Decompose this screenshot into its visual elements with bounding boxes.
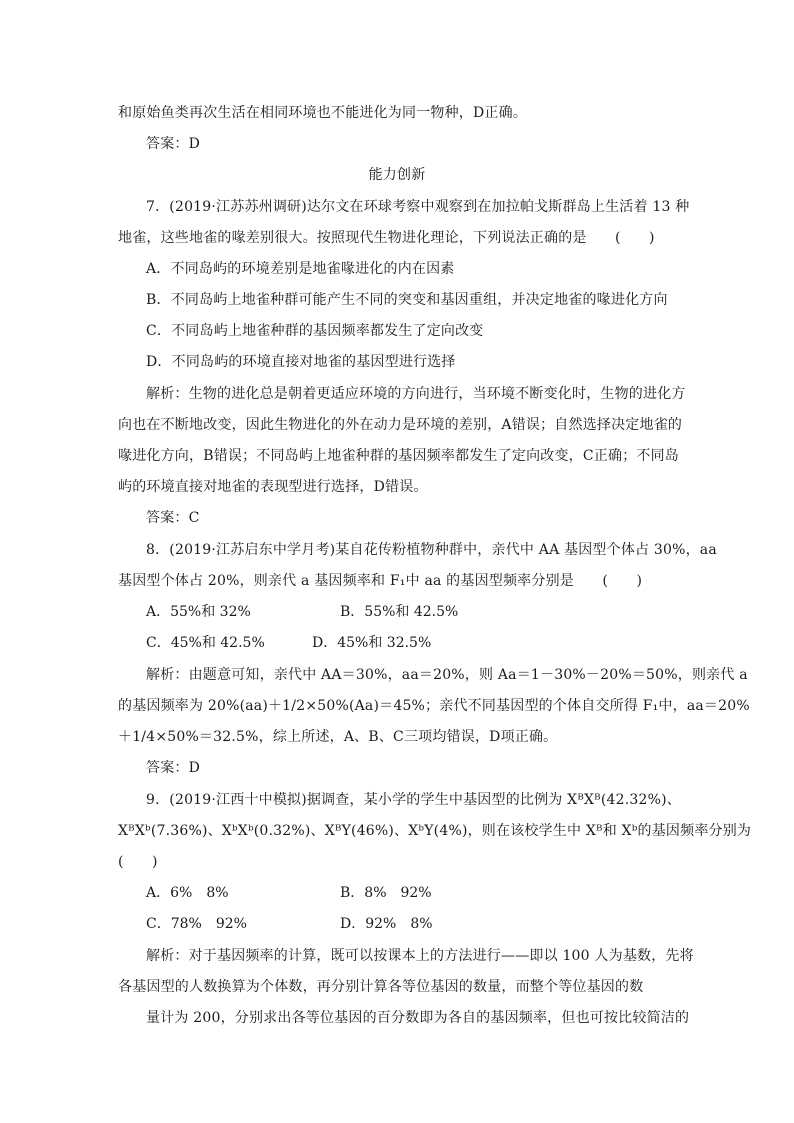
analysis-line: 解析：生物的进化总是朝着更适应环境的方向进行，当环境不断变化时，生物的进化方 <box>146 386 686 402</box>
analysis-line: 量计为 200，分别求出各等位基因的百分数即为各自的基因频率，但也可按比较简洁的 <box>146 1010 690 1026</box>
question-9-option-b: B．8% 92% <box>340 885 432 901</box>
question-9-option-c: C．78% 92% <box>146 916 247 932</box>
answer-line: 答案：D <box>146 760 201 776</box>
analysis-line: 喙进化方向，B错误；不同岛屿上地雀种群的基因频率都发生了定向改变，C正确；不同岛 <box>118 448 679 464</box>
analysis-line: 向也在不断地改变，因此生物进化的外在动力是环境的差别，A错误；自然选择决定地雀的 <box>118 417 683 433</box>
analysis-line: 解析：由题意可知，亲代中 AA＝30%，aa＝20%，则 Aa＝1－30%－20%＝50%，则亲代 a <box>146 667 748 683</box>
question-9-stem: 9．(2019·江西十中模拟)据调查，某小学的学生中基因型的比例为 XᴮXᴮ(42.32%)、 <box>146 792 681 808</box>
question-8-option-d: D．45%和 32.5% <box>312 635 432 651</box>
section-heading: 能力创新 <box>368 167 426 183</box>
question-7-stem: 7．(2019·江苏苏州调研)达尔文在环球考察中观察到在加拉帕戈斯群岛上生活着 13 种 <box>146 199 690 215</box>
question-7-option-a: A．不同岛屿的环境差别是地雀喙进化的内在因素 <box>146 261 455 277</box>
question-9-option-a: A．6% 8% <box>146 885 229 901</box>
text-line: 和原始鱼类再次生活在相同环境也不能进化为同一物种，D正确。 <box>118 105 528 121</box>
question-8-option-a: A．55%和 32% <box>146 604 251 620</box>
question-9-options-row <box>146 914 433 934</box>
analysis-line: 各基因型的人数换算为个体数，再分别计算各等位基因的数量，而整个等位基因的数 <box>118 979 644 995</box>
question-7-option-c: C．不同岛屿上地雀种群的基因频率都发生了定向改变 <box>146 323 484 339</box>
question-8-option-c: C．45%和 42.5% <box>146 635 265 651</box>
analysis-line: 解析：对于基因频率的计算，既可以按课本上的方法进行——即以 100 人为基数，先将 <box>146 948 694 964</box>
question-8-options-row <box>146 602 458 622</box>
question-9-stem-cont: XᴮXᵇ(7.36%)、XᵇXᵇ(0.32%)、XᴮY(46%)、XᵇY(4%)，则在该校学生中 Xᴮ和 Xᵇ的基因频率分别为 <box>118 823 752 839</box>
answer-line: 答案：C <box>146 510 200 526</box>
question-7-stem-cont: 地雀，这些地雀的喙差别很大。按照现代生物进化理论，下列说法正确的是 ( ) <box>118 230 655 246</box>
question-9-options-row <box>146 883 432 903</box>
question-8-options-row <box>146 633 431 653</box>
question-8-stem: 8．(2019·江苏启东中学月考)某自花传粉植物种群中，亲代中 AA 基因型个体占 30%，aa <box>146 542 717 558</box>
question-9-blank: ( ) <box>118 854 158 870</box>
answer-line: 答案：D <box>146 136 201 152</box>
analysis-line: ＋1/4×50%＝32.5%，综上所述，A、B、C三项均错误，D项正确。 <box>118 729 558 745</box>
question-7-option-d: D．不同岛屿的环境直接对地雀的基因型进行选择 <box>146 354 456 370</box>
question-8-stem-cont: 基因型个体占 20%，则亲代 a 基因频率和 F₁中 aa 的基因型频率分别是 ( ) <box>118 573 643 589</box>
question-8-option-b: B．55%和 42.5% <box>340 604 459 620</box>
question-7-option-b: B．不同岛屿上地雀种群可能产生不同的突变和基因重组，并决定地雀的喙进化方向 <box>146 292 668 308</box>
analysis-line: 的基因频率为 20%(aa)＋1/2×50%(Aa)＝45%；亲代不同基因型的个体自交所得 F₁中，aa＝20% <box>118 698 750 714</box>
analysis-line: 屿的环境直接对地雀的表现型进行选择，D错误。 <box>118 479 428 495</box>
question-9-option-d: D．92% 8% <box>340 916 433 932</box>
